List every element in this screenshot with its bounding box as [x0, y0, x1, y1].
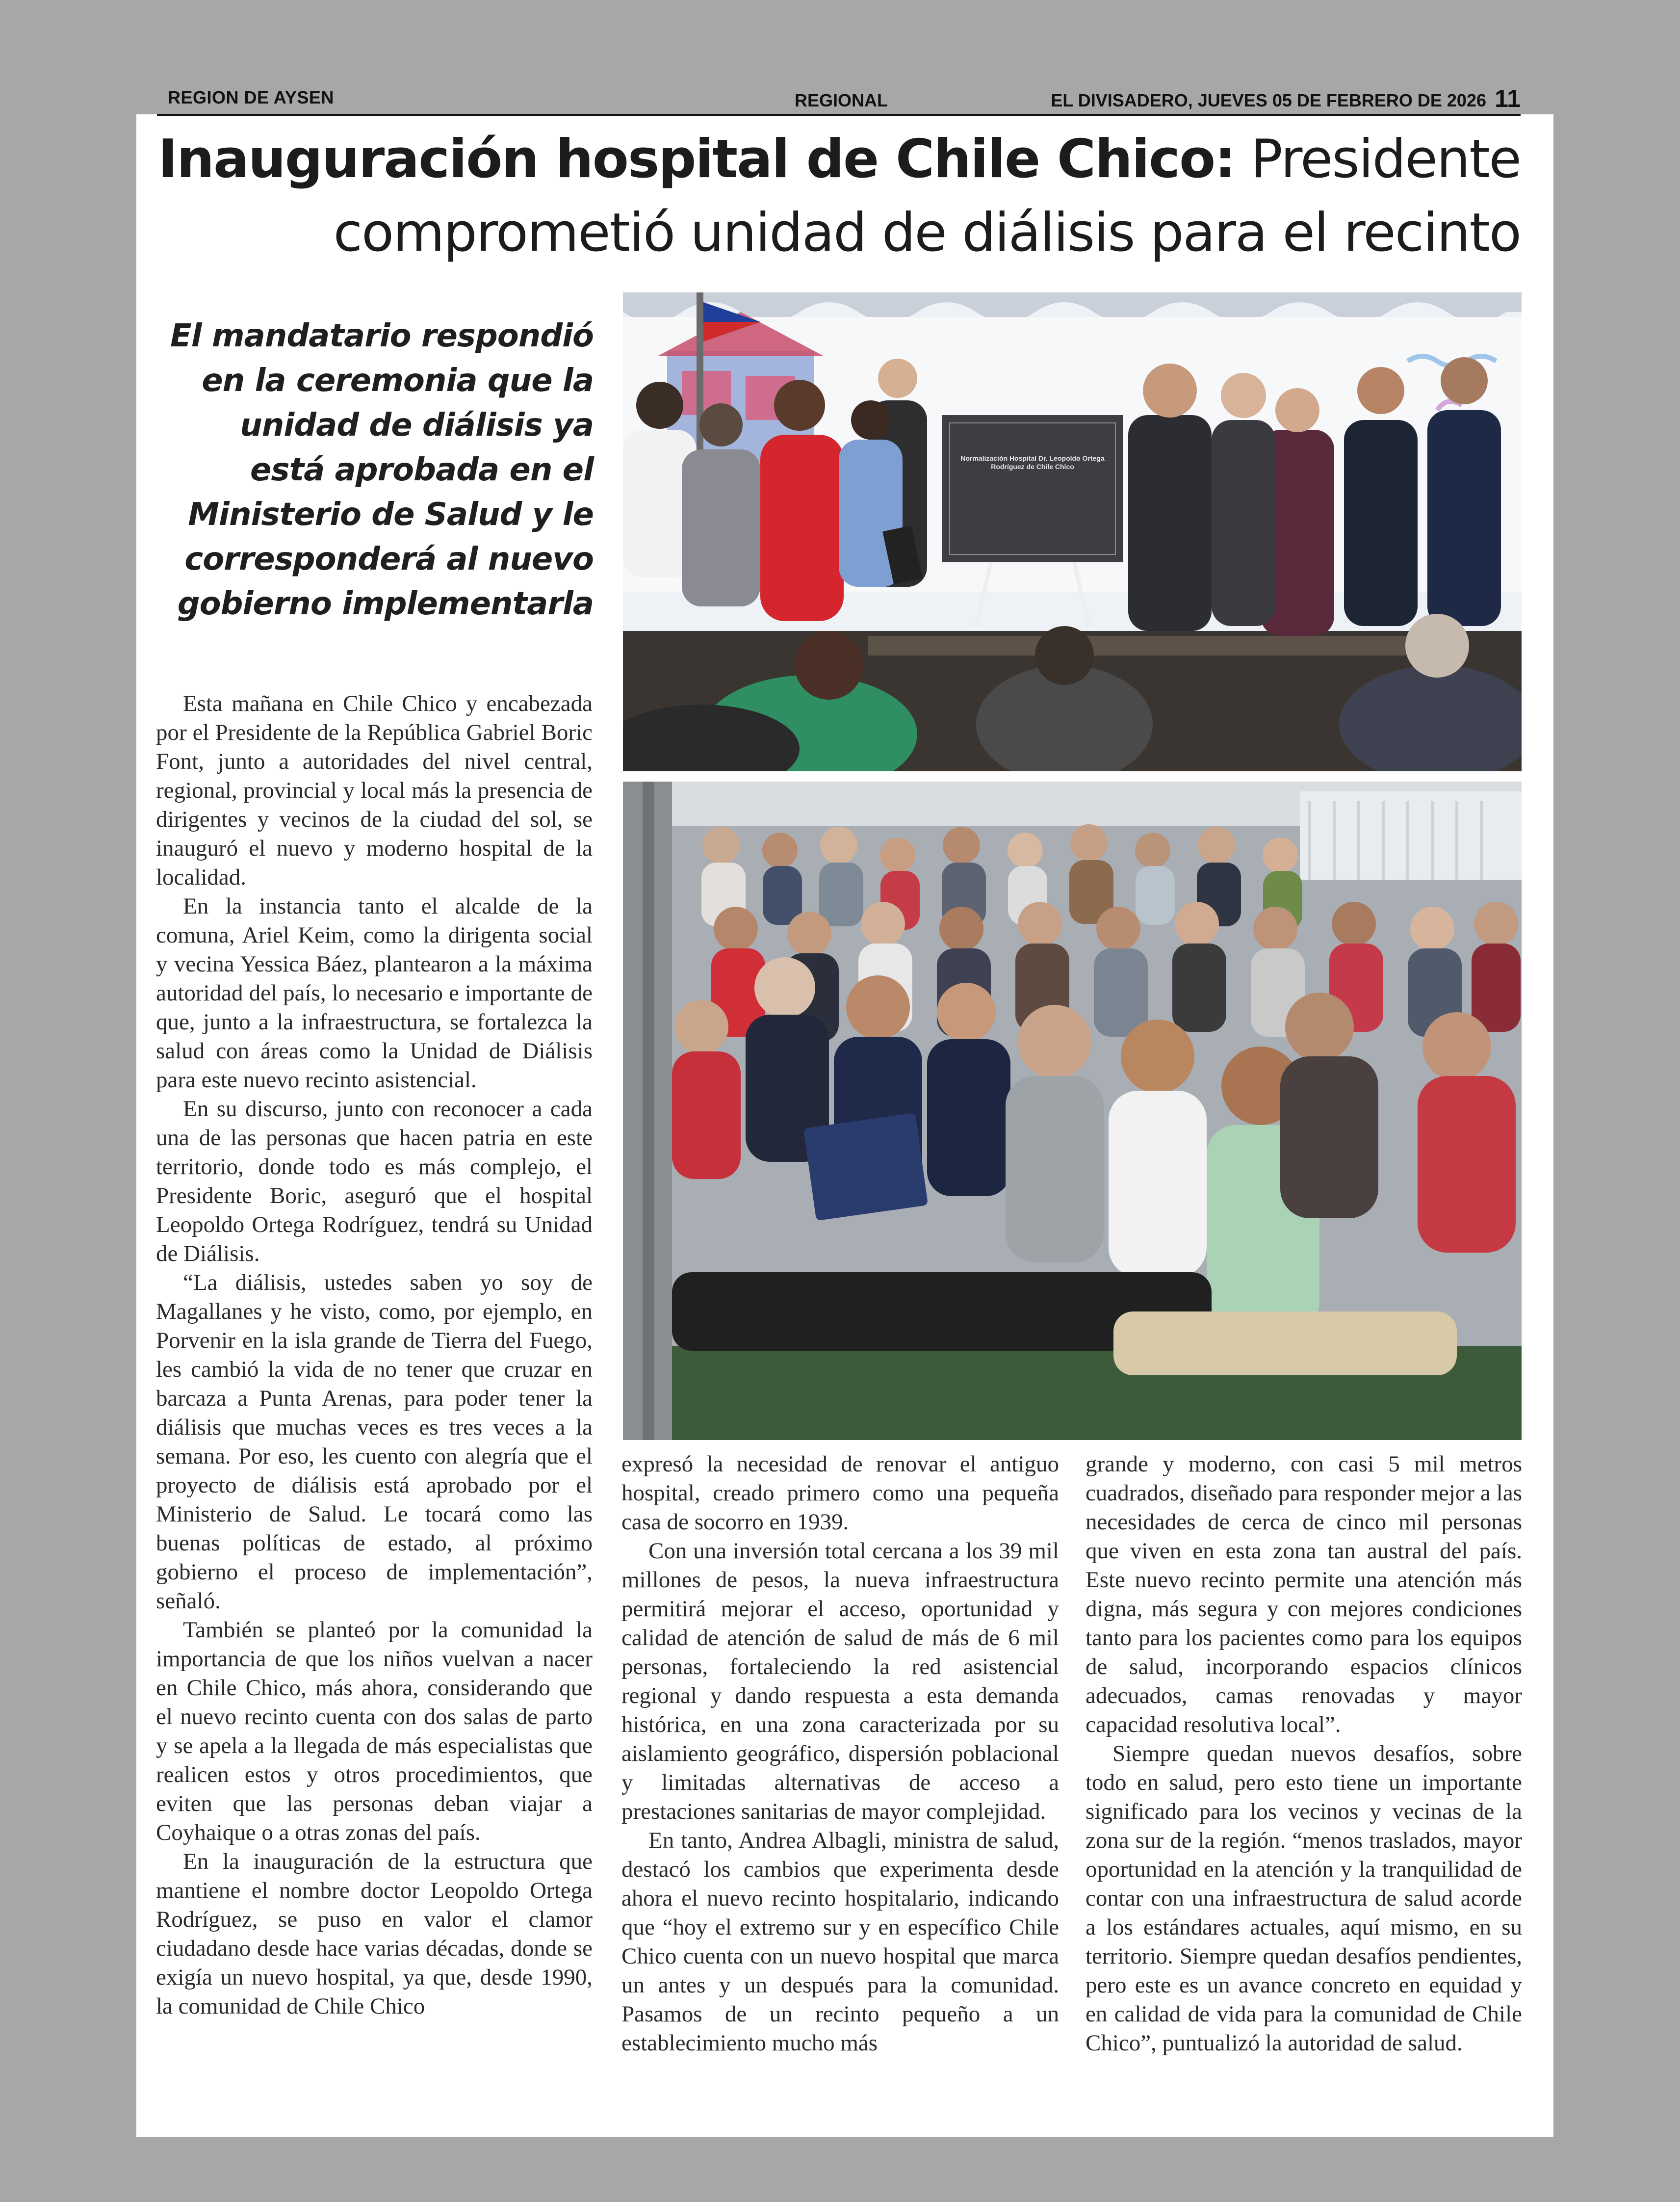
- paragraph: También se planteó por la comunidad la importancia de que los niños vuelvan a nacer en Chile Chico, más ahora, considerando que el nuevo recinto cuenta con dos salas de parto y se apela a la llegada de más especialistas que realicen estos y otros procedimientos, que eviten que las personas deban viajar a Coyhaique o a otras zonas del país.: [156, 1617, 593, 1845]
- section-label: REGION DE AYSEN: [168, 87, 334, 107]
- paragraph: grande y moderno, con casi 5 mil metros cuadrados, diseñado para responder mejor a las necesidades de cerca de cinco mil personas que viven en esta zona tan austral del país. Este nuevo recinto permite una atención más digna, más segura y con mejores condiciones tanto para los pacientes como para los equipos de salud, incorporando espacios clínicos adecuados, camas renovadas y mayor capacidad resolutiva local”.: [1086, 1451, 1522, 1737]
- running-header: [157, 83, 1521, 118]
- paragraph: Con una inversión total cercana a los 39 mil millones de pesos, la nueva infraestructura permitirá mejorar el acceso, oportunidad y calidad de atención de salud de más de 6 mil personas, fortaleciendo la red asistencial regional y dando respuesta a esta demanda histórica, en una zona caracterizada por su aislamiento geográfico, dispersión poblacional y limitadas alternativas de acceso a prestaciones sanitarias de mayor complejidad.: [621, 1538, 1059, 1824]
- headline-rest-2: comprometió unidad de diálisis para el recinto: [333, 202, 1521, 263]
- paragraph: En la instancia tanto el alcalde de la comuna, Ariel Keim, como la dirigenta social y vecina Yessica Báez, plantearon a la máxima autoridad del país, lo necesario e importante de que, junto a la infraestructura, se fortalezca la salud con áreas como la Unidad de Diálisis para este nuevo recinto asistencial.: [156, 893, 593, 1093]
- paragraph: Esta mañana en Chile Chico y encabezada por el Presidente de la República Gabriel Boric Font, junto a autoridades del nivel central, regional, provincial y local más la presencia de dirigentes y vecinos de la ciudad del sol, se inauguró el nuevo y moderno hospital de la localidad.: [156, 691, 593, 890]
- category-label: REGIONAL: [795, 90, 888, 110]
- audience-photo: [623, 782, 1522, 1440]
- ceremony-photo: [623, 292, 1522, 771]
- paragraph: Siempre quedan nuevos desafíos, sobre todo en salud, pero esto tiene un importante significado para los vecinos y vecinas de la zona sur de la región. “menos traslados, mayor oportunidad en la atención y la tranquilidad de contar con una infraestructura de salud acorde a los estándares actuales, aquí mismo, en su territorio. Siempre quedan desafíos pendientes, pero este es un avance concreto en equidad y en calidad de vida para la comunidad de Chile Chico”, puntualizó la autoridad de salud.: [1086, 1741, 1522, 2056]
- column-3: [1086, 1450, 1522, 2097]
- dateline: EL DIVISADERO, JUEVES 05 DE FEBRERO DE 2026: [1051, 90, 1486, 110]
- paragraph: expresó la necesidad de renovar el antiguo hospital, creado primero como una pequeña casa de socorro en 1939.: [621, 1451, 1059, 1535]
- headline: [147, 123, 1521, 270]
- paragraph: En la inauguración de la estructura que mantiene el nombre doctor Leopoldo Ortega Rodríguez, se puso en valor el clamor ciudadano desde hace varias décadas, donde se exigía un nuevo hospital, ya que, desde 1990, la comunidad de Chile Chico: [156, 1849, 593, 2019]
- page-number: 11: [1495, 85, 1521, 112]
- plaque-title: Normalización Hospital Dr. Leopoldo Ortega Rodríguez de Chile Chico: [960, 454, 1105, 471]
- headline-bold: Inauguración hospital de Chile Chico:: [157, 129, 1235, 190]
- header-rule: [157, 114, 1521, 116]
- audience-illustration: [623, 782, 1522, 1440]
- ceremony-illustration: [623, 292, 1522, 771]
- paragraph: En su discurso, junto con reconocer a cada una de las personas que hacen patria en este territorio, donde todo es más complejo, el Presidente Boric, aseguró que el hospital Leopoldo Ortega Rodríguez, tendrá su Unidad de Diálisis.: [156, 1096, 593, 1266]
- column-2: [621, 1450, 1059, 2097]
- column-1: [156, 689, 593, 2093]
- paragraph: En tanto, Andrea Albagli, ministra de salud, destacó los cambios que experimenta desde ahora el nuevo recinto hospitalario, indicando que “hoy el extremo sur y en específico Chile Chico cuenta con un nuevo hospital que marca un antes y un después para la comunidad. Pasamos de un recinto pequeño a un establecimiento mucho más: [621, 1828, 1059, 2056]
- paragraph: “La diálisis, ustedes saben yo soy de Magallanes y he visto, como, por ejemplo, en Porvenir en la isla grande de Tierra del Fuego, les cambió la vida de no tener que cruzar en barcaza a Punta Arenas, para poder tener la diálisis que muchas veces es tres veces a la semana. Por eso, les cuento con alegría que el proyecto de diálisis está aprobado por el Ministerio de Salud. Le tocará como las buenas políticas de estado, al próximo gobierno el proceso de implementación”, señaló.: [156, 1270, 593, 1614]
- headline-rest-1: Presidente: [1235, 129, 1521, 190]
- deck: El mandatario respondió en la ceremonia que la unidad de diálisis ya está aprobada en el Ministerio de Salud y le corresponderá al nuevo gobierno implementarla: [170, 318, 594, 622]
